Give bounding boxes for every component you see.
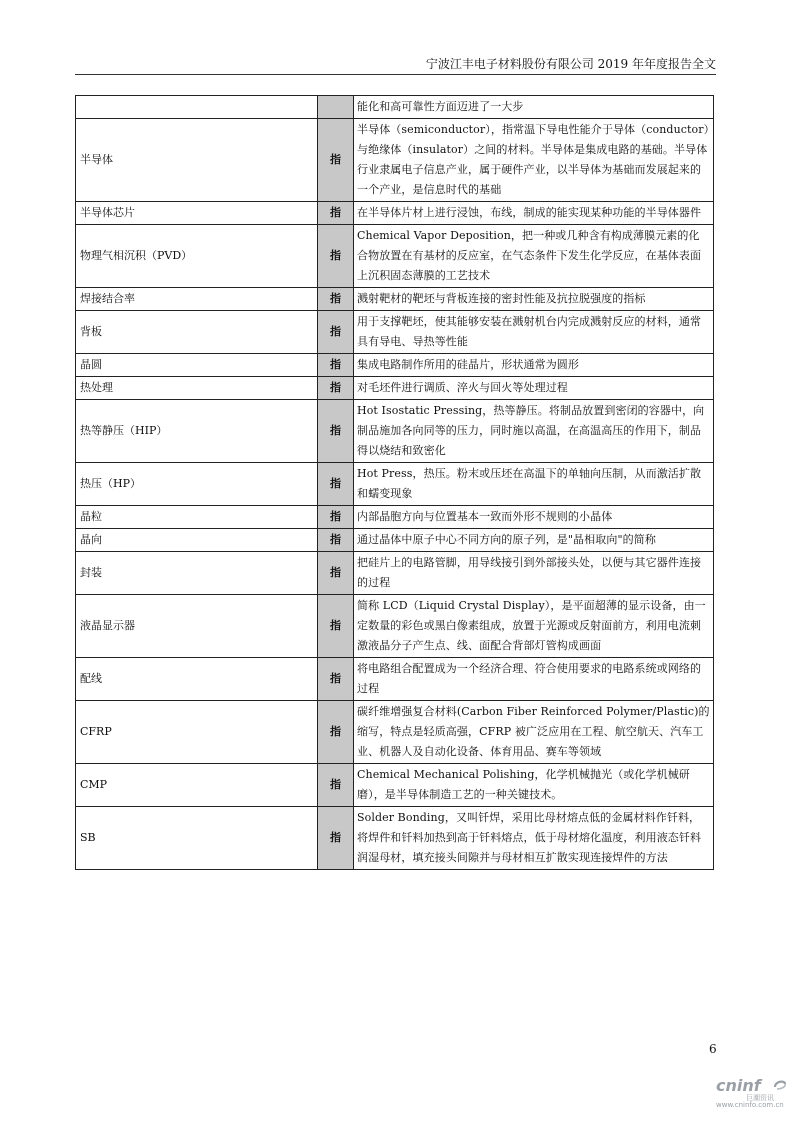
ref-cell: 指 (318, 658, 354, 701)
term-cell: 物理气相沉积（PVD） (76, 225, 318, 288)
term-cell: 晶向 (76, 529, 318, 552)
definition-cell: Solder Bonding，又叫钎焊，采用比母材熔点低的金属材料作钎料，将焊件和钎料加热到高于钎料熔点，低于母材熔化温度，利用液态钎料润湿母材，填充接头间隙并与母材相互扩散实现连接焊件的方法 (354, 807, 714, 870)
ref-cell: 指 (318, 119, 354, 202)
table-row (76, 764, 714, 807)
table-row (76, 377, 714, 400)
table-row (76, 506, 714, 529)
report-title: 宁波江丰电子材料股份有限公司 2019 年年度报告全文 (425, 57, 716, 71)
table-row (76, 354, 714, 377)
definition-cell: 集成电路制作所用的硅晶片，形状通常为圆形 (354, 354, 714, 377)
term-cell: 半导体芯片 (76, 202, 318, 225)
ref-cell: 指 (318, 377, 354, 400)
ref-cell: 指 (318, 225, 354, 288)
term-cell: 焊接结合率 (76, 288, 318, 311)
table-row (76, 701, 714, 764)
definition-cell: 在半导体片材上进行浸蚀，布线，制成的能实现某种功能的半导体器件 (354, 202, 714, 225)
table-row (76, 463, 714, 506)
logo-wordmark: cninf (716, 1076, 761, 1095)
ref-cell: 指 (318, 311, 354, 354)
ref-cell: 指 (318, 701, 354, 764)
ref-cell: 指 (318, 529, 354, 552)
ref-cell (318, 96, 354, 119)
ref-cell: 指 (318, 552, 354, 595)
definition-cell: 通过晶体中原子中心不同方向的原子列，是"晶相取向"的简称 (354, 529, 714, 552)
glossary-table (75, 95, 714, 870)
definition-cell: 碳纤维增强复合材料(Carbon Fiber Reinforced Polymer/Plastic)的缩写，特点是轻质高强，CFRP 被广泛应用在工程、航空航天、汽车工业、机器人及自动化设备、体育用品、赛车等领域 (354, 701, 714, 764)
definition-cell: 对毛坯件进行调质、淬火与回火等处理过程 (354, 377, 714, 400)
table-row (76, 96, 714, 119)
cninfo-logo[interactable] (716, 1076, 790, 1112)
definition-cell: Chemical Vapor Deposition，把一种或几种含有构成薄膜元素的化合物放置在有基材的反应室，在气态条件下发生化学反应，在基体表面上沉积固态薄膜的工艺技术 (354, 225, 714, 288)
ref-cell: 指 (318, 807, 354, 870)
definition-cell: 半导体（semiconductor），指常温下导电性能介于导体（conductor）与绝缘体（insulator）之间的材料。半导体是集成电路的基础。半导体行业隶属电子信息产业，属于硬件产业，以半导体为基础而发展起来的一个产业，是信息时代的基础 (354, 119, 714, 202)
table-row (76, 529, 714, 552)
ref-cell: 指 (318, 595, 354, 658)
definition-cell: 溅射靶材的靶坯与背板连接的密封性能及抗拉脱强度的指标 (354, 288, 714, 311)
cninfo-swirl-icon (772, 1076, 788, 1092)
ref-cell: 指 (318, 288, 354, 311)
table-row (76, 288, 714, 311)
table-row (76, 658, 714, 701)
table-row (76, 202, 714, 225)
term-cell: CMP (76, 764, 318, 807)
term-cell: 液晶显示器 (76, 595, 318, 658)
table-row (76, 552, 714, 595)
page-number: 6 (709, 1042, 717, 1056)
definition-cell: Hot Press，热压。粉末或压坯在高温下的单轴向压制，从而激活扩散和蠕变现象 (354, 463, 714, 506)
logo-chinese-name: 巨潮资讯 (746, 1094, 774, 1102)
definition-cell: Hot Isostatic Pressing，热等静压。将制品放置到密闭的容器中，向制品施加各向同等的压力，同时施以高温，在高温高压的作用下，制品得以烧结和致密化 (354, 400, 714, 463)
term-cell: 晶粒 (76, 506, 318, 529)
table-row (76, 595, 714, 658)
table-row (76, 311, 714, 354)
ref-cell: 指 (318, 463, 354, 506)
term-cell: 热压（HP） (76, 463, 318, 506)
logo-url: www.cninfo.com.cn (716, 1101, 784, 1109)
term-cell: 热等静压（HIP） (76, 400, 318, 463)
definition-cell: 把硅片上的电路管脚，用导线接引到外部接头处，以便与其它器件连接的过程 (354, 552, 714, 595)
definition-cell: 简称 LCD（Liquid Crystal Display），是平面超薄的显示设备，由一定数量的彩色或黑白像素组成，放置于光源或反射面前方，利用电流刺激液晶分子产生点、线、面配合背部灯管构成画面 (354, 595, 714, 658)
ref-cell: 指 (318, 202, 354, 225)
table-row (76, 119, 714, 202)
term-cell: 热处理 (76, 377, 318, 400)
term-cell: 配线 (76, 658, 318, 701)
definition-cell: 内部晶胞方向与位置基本一致而外形不规则的小晶体 (354, 506, 714, 529)
ref-cell: 指 (318, 764, 354, 807)
term-cell: CFRP (76, 701, 318, 764)
term-cell: 封装 (76, 552, 318, 595)
definition-cell: 用于支撑靶坯，使其能够安装在溅射机台内完成溅射反应的材料，通常具有导电、导热等性能 (354, 311, 714, 354)
term-cell: 半导体 (76, 119, 318, 202)
definition-cell: 将电路组合配置成为一个经济合理、符合使用要求的电路系统或网络的过程 (354, 658, 714, 701)
term-cell: SB (76, 807, 318, 870)
table-row (76, 807, 714, 870)
table-row (76, 225, 714, 288)
ref-cell: 指 (318, 506, 354, 529)
term-cell: 晶圆 (76, 354, 318, 377)
table-row (76, 400, 714, 463)
term-cell: 背板 (76, 311, 318, 354)
ref-cell: 指 (318, 400, 354, 463)
page-header (75, 52, 716, 75)
definition-cell: 能化和高可靠性方面迈进了一大步 (354, 96, 714, 119)
term-cell (76, 96, 318, 119)
ref-cell: 指 (318, 354, 354, 377)
definition-cell: Chemical Mechanical Polishing，化学机械抛光（或化学机械研磨），是半导体制造工艺的一种关键技术。 (354, 764, 714, 807)
